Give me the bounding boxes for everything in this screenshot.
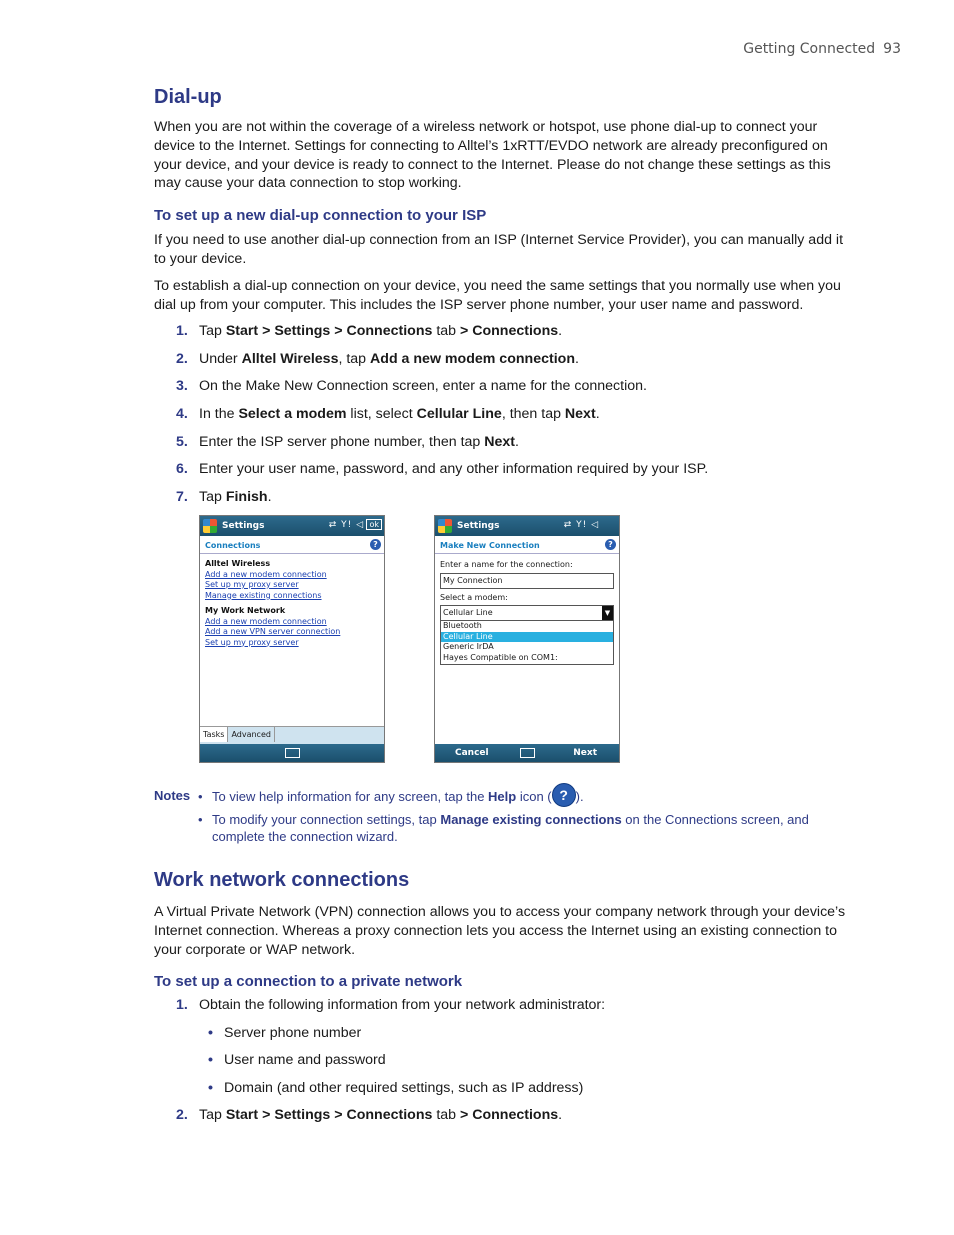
step-number: 3. <box>176 378 188 394</box>
group-alltel: Alltel Wireless <box>205 559 271 568</box>
t: > Connections <box>459 1107 559 1123</box>
notes-label: Notes <box>154 788 191 803</box>
next-button[interactable]: Next <box>573 748 597 758</box>
work-intro <box>154 903 869 959</box>
group-work: My Work Network <box>205 606 286 615</box>
line: Internet connection. Whereas a proxy connection lets you access the Internet using an existing connection to <box>154 922 837 939</box>
t: . <box>558 323 563 339</box>
t: on the Connections screen, and <box>621 812 809 827</box>
step-number: 1. <box>176 997 188 1013</box>
step-number: 4. <box>176 406 188 422</box>
keyboard-icon[interactable] <box>285 748 300 758</box>
windows-logo-icon[interactable] <box>203 519 217 533</box>
t: Manage existing connections <box>440 812 622 827</box>
line: your device, and your device is ready to connect to the Internet. Please do not change these settings as this <box>154 156 831 173</box>
keyboard-icon[interactable] <box>520 748 535 758</box>
step-4 <box>176 406 866 422</box>
phone-screen-connections <box>199 515 385 763</box>
line: dial up from your computer. This includes the ISP server phone number, your user name and password. <box>154 296 804 313</box>
link-add-modem[interactable]: Add a new modem connection <box>205 569 327 579</box>
step-3 <box>176 378 866 394</box>
phone-softkey-bar <box>200 744 384 762</box>
line: A Virtual Private Network (VPN) connection allows you to access your company network through your device’s <box>154 904 846 920</box>
line: To establish a dial-up connection on your device, you need the same settings that you normally use when you <box>154 278 841 294</box>
step-number: 2. <box>176 351 188 367</box>
option[interactable]: Bluetooth <box>443 621 482 630</box>
t: Tap <box>199 489 226 505</box>
step-1 <box>176 323 866 339</box>
heading-text: Make New Connection <box>440 541 540 550</box>
help-icon[interactable]: ? <box>370 539 381 550</box>
heading-text: Connections <box>205 541 261 550</box>
t: User name and password <box>224 1052 386 1068</box>
t: Alltel Wireless <box>241 351 339 367</box>
t: , tap <box>338 351 371 367</box>
link-proxy-work[interactable]: Set up my proxy server <box>205 637 299 647</box>
t: > Connections <box>459 323 559 339</box>
option-selected[interactable]: Cellular Line <box>441 632 613 643</box>
bullet: • <box>208 1080 213 1096</box>
option[interactable]: Hayes Compatible on COM1: <box>443 653 558 663</box>
phone-body <box>435 554 619 669</box>
t: To modify your connection settings, tap <box>212 812 441 827</box>
windows-logo-icon[interactable] <box>438 519 452 533</box>
phone-title: Settings <box>457 521 500 531</box>
work-step-2 <box>176 1107 866 1123</box>
phone-title: Settings <box>222 521 265 531</box>
t: Enter the ISP server phone number, then tap <box>199 434 485 450</box>
t: Next <box>484 434 516 450</box>
modem-label: Select a modem: <box>440 592 508 602</box>
step-7 <box>176 489 866 505</box>
work-bullet-2 <box>208 1052 386 1068</box>
t: list, select <box>346 406 417 422</box>
t: On the Make New Connection screen, enter a name for the connection. <box>199 378 647 394</box>
t: Cellular Line <box>416 406 502 422</box>
help-icon: ? <box>552 783 576 807</box>
step-number: 7. <box>176 489 188 505</box>
line: device to the Internet. Settings for connecting to Alltel’s 1xRTT/EVDO network are already preconfigured on <box>154 137 828 154</box>
bullet: • <box>208 1025 213 1041</box>
dialup-p1 <box>154 231 869 269</box>
t: . <box>558 1107 563 1123</box>
t: Add a new modem connection <box>370 351 575 367</box>
status-icons: ⇄ Y! ◁ <box>563 520 599 530</box>
t: Under <box>199 351 242 367</box>
t: ). <box>575 789 584 804</box>
section-title-dialup: Dial-up <box>154 86 222 108</box>
note-2-text <box>212 811 822 845</box>
phone-title-bar <box>435 516 619 536</box>
bullet: • <box>198 812 203 827</box>
status-icons: ⇄ Y! ◁ <box>328 520 364 530</box>
line: may cause your data connection to stop working. <box>154 175 462 192</box>
help-icon[interactable]: ? <box>605 539 616 550</box>
name-label: Enter a name for the connection: <box>440 560 573 569</box>
t: Next <box>564 406 596 422</box>
dropdown-arrow-icon[interactable]: ▼ <box>602 606 613 620</box>
line: When you are not within the coverage of a wireless network or hotspot, use phone dial-up to connect your <box>154 119 818 135</box>
t: Tap <box>199 1107 226 1123</box>
subhead-work: To set up a connection to a private network <box>154 973 463 990</box>
step-5 <box>176 434 866 450</box>
t: Obtain the following information from your network administrator: <box>199 997 606 1013</box>
t: . <box>515 434 519 450</box>
work-step-1 <box>176 997 866 1013</box>
t: Finish <box>225 489 268 505</box>
work-bullet-3 <box>208 1080 583 1096</box>
link-manage[interactable]: Manage existing connections <box>205 590 322 600</box>
section-title-work: Work network connections <box>154 869 410 891</box>
t: Domain (and other required settings, such as IP address) <box>224 1080 584 1096</box>
t: Server phone number <box>224 1025 362 1041</box>
page-number: 93 <box>883 41 901 57</box>
t: tab <box>432 323 460 339</box>
modem-options <box>440 621 614 665</box>
step-6 <box>176 461 866 477</box>
modem-value: Cellular Line <box>443 608 493 617</box>
t: Tap <box>199 323 226 339</box>
t: Enter your user name, password, and any other information required by your ISP. <box>199 461 709 477</box>
t: icon ( <box>516 789 552 804</box>
t: . <box>574 351 579 367</box>
phone-heading <box>200 536 384 554</box>
t: Start > Settings > Connections <box>225 323 433 339</box>
cancel-button[interactable]: Cancel <box>455 748 489 758</box>
connection-name-input[interactable]: My Connection <box>440 573 614 589</box>
t: complete the connection wizard. <box>212 829 398 844</box>
t: In the <box>199 406 239 422</box>
t: Start > Settings > Connections <box>225 1107 433 1123</box>
note-1-text <box>212 788 822 807</box>
phone-screen-new-connection <box>434 515 620 763</box>
t: . <box>595 406 600 422</box>
dialup-p2 <box>154 277 869 315</box>
line: your corporate or WAP network. <box>154 941 356 958</box>
t: . <box>267 489 272 505</box>
phone-softkey-bar <box>435 744 619 762</box>
work-bullet-1 <box>208 1025 361 1041</box>
step-number: 6. <box>176 461 188 477</box>
step-number: 2. <box>176 1107 188 1123</box>
t: To view help information for any screen, tap the <box>212 789 489 804</box>
phone-body <box>200 554 384 652</box>
phone-title-bar <box>200 516 384 536</box>
t: Help <box>488 789 517 804</box>
running-header <box>743 41 901 57</box>
phone-tabs <box>200 726 384 744</box>
tab-advanced[interactable]: Advanced <box>228 727 275 742</box>
link-add-modem-work[interactable]: Add a new modem connection <box>205 616 327 626</box>
line: to your device. <box>154 250 247 267</box>
step-number: 1. <box>176 323 188 339</box>
t: tab <box>432 1107 460 1123</box>
header-section: Getting Connected <box>743 41 876 57</box>
t: Select a modem <box>238 406 347 422</box>
bullet: • <box>198 789 203 804</box>
step-number: 5. <box>176 434 188 450</box>
link-add-vpn[interactable]: Add a new VPN server connection <box>205 627 341 636</box>
subhead-dialup: To set up a new dial-up connection to your ISP <box>154 207 487 224</box>
option[interactable]: Generic IrDA <box>443 642 494 652</box>
line: If you need to use another dial-up connection from an ISP (Internet Service Provider), you can manually add it <box>154 232 844 248</box>
link-proxy[interactable]: Set up my proxy server <box>205 580 299 589</box>
tab-tasks[interactable]: Tasks <box>200 727 228 742</box>
step-2 <box>176 351 866 367</box>
ok-button[interactable]: ok <box>366 519 382 530</box>
t: , then tap <box>501 406 565 422</box>
phone-heading <box>435 536 619 554</box>
modem-select[interactable] <box>440 605 614 621</box>
dialup-intro <box>154 118 869 193</box>
bullet: • <box>208 1052 213 1068</box>
